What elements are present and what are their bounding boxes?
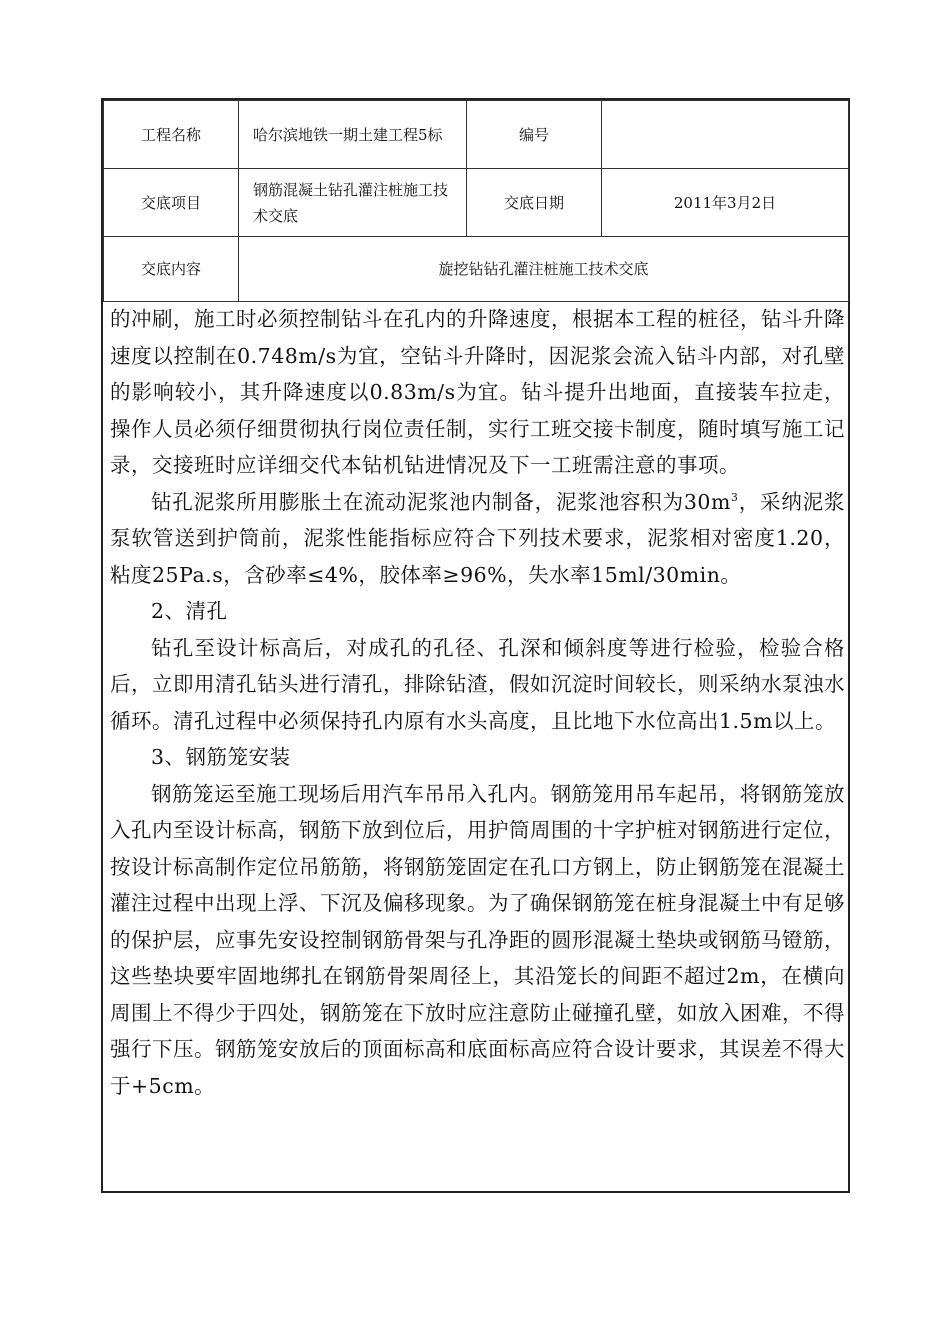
section-heading-cage-install: 3、钢筋笼安装: [151, 745, 291, 769]
number-value: [602, 101, 849, 169]
project-name-label: 工程名称: [104, 101, 239, 169]
section-heading-hole-cleaning: 2、清孔: [151, 599, 228, 623]
header-row-item: [104, 169, 849, 237]
mud-text-a: 钻孔泥浆所用膨胀土在流动泥浆池内制备，泥浆池容积为30m: [151, 489, 731, 514]
mud-text-b: ，采纳泥浆泵软管送到护筒前，泥浆性能指标应符合下列技术要求，泥浆相对密度1.20，粘度25Pa.s，含砂率≤4%，胶体率≥96%，失水率15ml/30min。: [110, 489, 845, 587]
paragraph-mud: [110, 484, 845, 594]
disclosure-body: [110, 301, 845, 1104]
mud-superscript: 3: [730, 490, 739, 504]
item-value: 钢筋混凝土钻孔灌注桩施工技术交底: [239, 169, 467, 237]
date-value: 2011年3月2日: [602, 169, 849, 237]
paragraph-cage-install: 钢筋笼运至施工现场后用汽车吊吊入孔内。钢筋笼用吊车起吊，将钢筋笼放入孔内至设计标高，钢筋下放到位后，用护筒周围的十字护桩对钢筋进行定位，按设计标高制作定位吊筋筋，将钢筋笼固定在孔口方钢上，防止钢筋笼在混凝土灌注过程中出现上浮、下沉及偏移现象。为了确保钢筋笼在桩身混凝土中有足够的保护层，应事先安设控制钢筋骨架与孔净距的圆形混凝土垫块或钢筋马镫筋，这些垫块要牢固地绑扎在钢筋骨架周径上，其沿笼长的间距不超过2m，在横向周围上不得少于四处，钢筋笼在下放时应注意防止碰撞孔壁，如放入困难，不得强行下压。钢筋笼安放后的顶面标高和底面标高应符合设计要求，其误差不得大于+5cm。: [110, 781, 845, 1098]
item-label: 交底项目: [104, 169, 239, 237]
content-label: 交底内容: [104, 237, 239, 302]
header-row-project: [104, 101, 849, 169]
disclosure-sheet: [101, 98, 850, 1193]
header-table: [103, 100, 849, 302]
number-label: 编号: [467, 101, 602, 169]
date-label: 交底日期: [467, 169, 602, 237]
content-value: 旋挖钻钻孔灌注桩施工技术交底: [239, 237, 849, 302]
paragraph-hole-cleaning: 钻孔至设计标高后，对成孔的孔径、孔深和倾斜度等进行检验，检验合格后，立即用清孔钻头进行清孔，排除钻渣，假如沉淀时间较长，则采纳水泵浊水循环。清孔过程中必须保持孔内原有水头高度，且比地下水位高出1.5m以上。: [110, 635, 845, 733]
paragraph-drilling-speed: 的冲刷，施工时必须控制钻斗在孔内的升降速度，根据本工程的桩径，钻斗升降速度以控制在0.748m/s为宜，空钻斗升降时，因泥浆会流入钻斗内部，对孔壁的影响较小，其升降速度以0.83m/s为宜。钻斗提升出地面，直接装车拉走，操作人员必须仔细贯彻执行岗位责任制，实行工班交接卡制度，随时填写施工记录，交接班时应详细交代本钻机钻进情况及下一工班需注意的事项。: [110, 307, 845, 477]
header-row-content: [104, 237, 849, 302]
project-name-value: 哈尔滨地铁一期土建工程5标: [239, 101, 467, 169]
